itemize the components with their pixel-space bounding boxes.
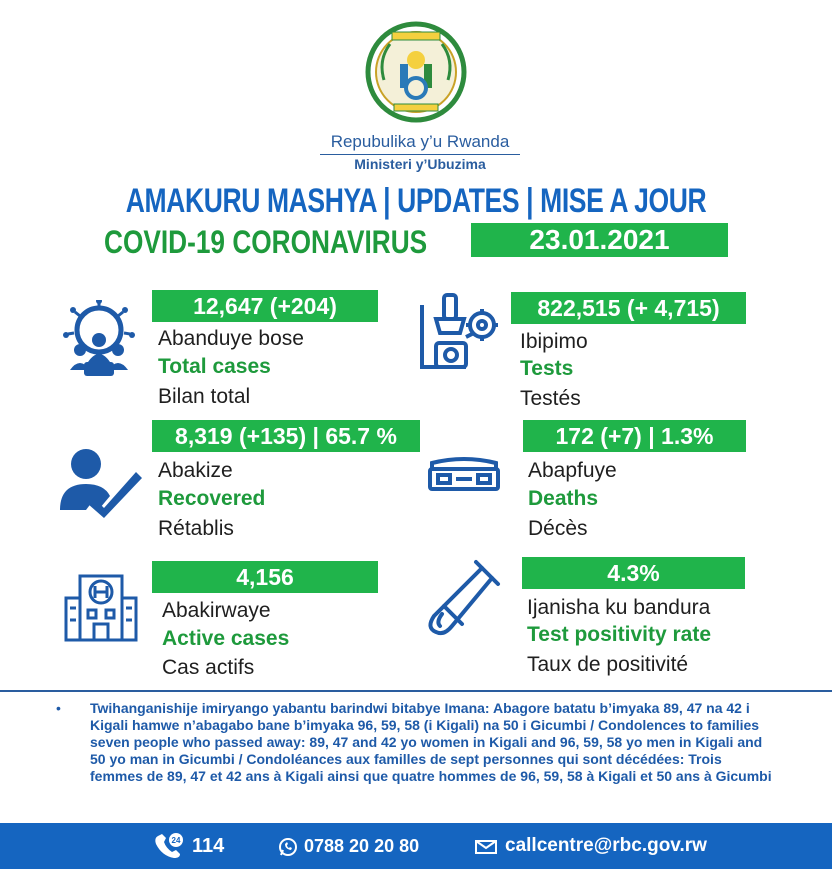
recovered-value: 8,319 (+135) | 65.7 % xyxy=(152,420,420,452)
active-cases-value: 4,156 xyxy=(152,561,378,593)
phone-24-icon xyxy=(152,832,186,865)
ministry-name: Ministeri y’Ubuzima xyxy=(354,156,486,172)
positivity-value: 4.3% xyxy=(522,557,745,589)
positivity-en: Test positivity rate xyxy=(527,623,711,646)
condolence-text: Twihanganishije imiryango yabantu barindwi bitabye Imana: Abagore batatu b’imyaka 89, 47 na 42 i Kigali hamwe n’abagabo bane b’imyaka 96, 59, 58 (i Kigali) na 50 i Gicumbi / Condolences to families seven people who passed away: 89, 47 and 42 yo women in Kigali and 96, 59, 58 yo men in Kigali and 50 yo man in Gicumbi / Condoléances aux familles de sept personnes qui sont décédées: Trois femmes de 89, 47 et 42 ans à Kigali ainsi que quatre hommes de 96, 59, 58 à Kigali et 50 ans à Gicumbi xyxy=(90,700,772,784)
deaths-value: 172 (+7) | 1.3% xyxy=(523,420,746,452)
total-cases-en: Total cases xyxy=(158,355,271,378)
person-check-icon xyxy=(60,448,144,518)
whatsapp-icon xyxy=(278,837,298,862)
test-tube-icon xyxy=(418,556,504,640)
deaths-rw: Abapfuye xyxy=(528,459,617,482)
microscope-icon xyxy=(414,293,504,373)
tests-value: 822,515 (+ 4,715) xyxy=(511,292,746,324)
tests-en: Tests xyxy=(520,357,574,380)
date-badge: 23.01.2021 xyxy=(471,223,728,257)
positivity-rw: Ijanisha ku bandura xyxy=(527,596,711,619)
deaths-fr: Décès xyxy=(528,517,588,540)
divider xyxy=(320,154,520,155)
email-address[interactable]: callcentre@rbc.gov.rw xyxy=(505,835,707,856)
page-title: AMAKURU MASHYA | UPDATES | MISE A JOUR xyxy=(125,182,707,220)
rwanda-coat-of-arms-logo xyxy=(364,20,468,124)
active-cases-fr: Cas actifs xyxy=(162,656,255,679)
divider xyxy=(0,690,832,692)
positivity-fr: Taux de positivité xyxy=(527,653,689,676)
tests-rw: Ibipimo xyxy=(520,330,588,353)
active-cases-rw: Abakirwaye xyxy=(162,599,271,622)
recovered-en: Recovered xyxy=(158,487,266,510)
email-icon xyxy=(475,840,497,859)
active-cases-en: Active cases xyxy=(162,627,290,650)
total-cases-value: 12,647 (+204) xyxy=(152,290,378,322)
recovered-rw: Abakize xyxy=(158,459,233,482)
condolence-note xyxy=(58,700,778,785)
whatsapp-number[interactable]: 0788 20 20 80 xyxy=(304,836,420,856)
subtitle: COVID-19 CORONAVIRUS xyxy=(104,224,428,260)
total-cases-fr: Bilan total xyxy=(158,385,251,408)
deaths-en: Deaths xyxy=(528,487,599,510)
hotline-badge: 24 xyxy=(171,836,181,845)
hospital-icon xyxy=(64,574,138,642)
recovered-fr: Rétablis xyxy=(158,517,234,540)
coffin-icon xyxy=(426,455,502,493)
note-bullet: • xyxy=(56,700,61,716)
tests-fr: Testés xyxy=(520,387,581,410)
virus-people-icon xyxy=(62,300,136,378)
contact-footer xyxy=(0,823,832,869)
republic-name: Repubulika y’u Rwanda xyxy=(330,132,510,151)
total-cases-rw: Abanduye bose xyxy=(158,327,304,350)
hotline-number[interactable]: 114 xyxy=(192,835,225,857)
